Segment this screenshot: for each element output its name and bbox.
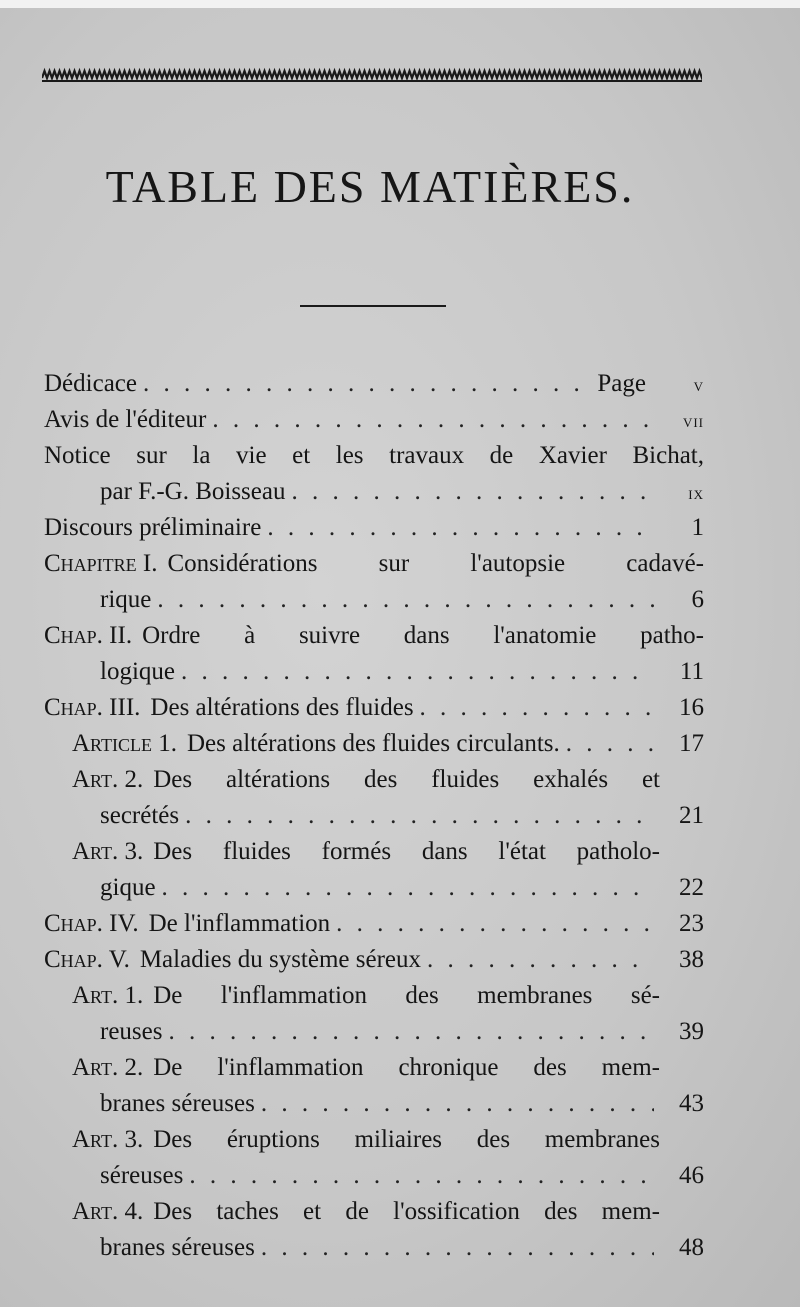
- toc-leader-dots: [566, 726, 654, 762]
- toc-entry-continuation: [44, 1086, 704, 1122]
- toc-page-number: ix: [688, 483, 704, 504]
- toc-entry: [44, 366, 704, 402]
- toc-leader-dots: [157, 582, 654, 618]
- toc-entry-text: De l'inflammation chronique des mem-: [153, 1054, 660, 1081]
- toc-leader-dots: [143, 366, 591, 402]
- toc-entry: [44, 726, 704, 762]
- toc-entry-text: secrétés: [100, 802, 180, 829]
- toc-entry-text: Maladies du système séreux: [139, 946, 422, 973]
- toc-page-number: 48: [679, 1234, 704, 1261]
- toc-leader-dots: [189, 1158, 654, 1194]
- toc-entry: [44, 978, 704, 1014]
- decorative-border: [42, 66, 702, 86]
- toc-leader-dots: [420, 690, 654, 726]
- page-top-edge: [0, 0, 800, 8]
- toc-entry-continuation: [44, 654, 704, 690]
- toc-entry-lead: Chap. III.: [44, 694, 141, 721]
- toc-page-number: 11: [679, 658, 704, 685]
- toc-entry-lead: Art. 3.: [72, 1126, 144, 1153]
- toc-entry-text: reuses: [100, 1018, 163, 1045]
- toc-entry-lead: Art. 4.: [72, 1198, 144, 1225]
- toc-entry-lead: Chap. IV.: [44, 910, 139, 937]
- page-title: TABLE DES MATIÈRES.: [105, 161, 635, 212]
- toc-entry-text: branes séreuses: [100, 1090, 255, 1117]
- title-rule: [300, 305, 446, 307]
- toc-entry-continuation: [44, 474, 704, 510]
- toc-leader-dots: [267, 510, 654, 546]
- toc-leader-dots: [291, 474, 654, 510]
- toc-entry-text: De l'inflammation: [148, 910, 331, 937]
- toc-entry-text: logique: [100, 658, 175, 685]
- toc-entry-text: De l'inflammation des membranes sé-: [153, 982, 660, 1009]
- toc-entry: [44, 906, 704, 942]
- toc-page-number: 21: [679, 802, 704, 829]
- toc-page-number: 17: [679, 730, 704, 757]
- toc-entry-text: Avis de l'éditeur: [44, 406, 207, 433]
- toc-entry-continuation: [44, 582, 704, 618]
- toc-entry-continuation: [44, 870, 704, 906]
- toc-leader-dots: [261, 1230, 654, 1266]
- toc-page-number: v: [693, 375, 704, 396]
- toc-leader-dots: [162, 870, 654, 906]
- toc-entry: [44, 834, 704, 870]
- toc-entry: [44, 690, 704, 726]
- toc-entry-text: Des taches et de l'ossification des mem-: [153, 1198, 660, 1225]
- toc-page-number: 43: [679, 1090, 704, 1117]
- toc-page-number: 23: [679, 910, 704, 937]
- toc-leader-dots: [181, 654, 654, 690]
- toc-leader-dots: [212, 402, 654, 438]
- toc-entry-text: par F.-G. Boisseau: [100, 478, 286, 505]
- toc-entry: [44, 942, 704, 978]
- toc-leader-dots: [427, 942, 654, 978]
- toc-entry-lead: Art. 2.: [72, 766, 144, 793]
- toc-entry-text: Ordre à suivre dans l'anatomie patho-: [142, 622, 704, 649]
- toc-entry: [44, 762, 704, 798]
- toc-page-number: vii: [682, 411, 704, 432]
- toc-entry-text: rique: [100, 586, 152, 613]
- toc-entry: [44, 618, 704, 654]
- toc-page-number: 39: [679, 1018, 704, 1045]
- toc-page-number: 46: [679, 1162, 704, 1189]
- toc-page-label: Page: [597, 370, 646, 397]
- toc-entry: [44, 438, 704, 474]
- toc-entry-text: Discours préliminaire: [44, 514, 262, 541]
- toc-entry-text: branes séreuses: [100, 1234, 255, 1261]
- toc-entry-text: Notice sur la vie et les travaux de Xavier Bichat,: [44, 442, 704, 469]
- toc-leader-dots: [168, 1014, 654, 1050]
- toc-entry-text: Des altérations des fluides: [150, 694, 414, 721]
- toc-entry: [44, 1194, 704, 1230]
- toc-entry-continuation: [44, 798, 704, 834]
- toc-entry-text: Des fluides formés dans l'état patholo-: [153, 838, 660, 865]
- toc-entry-text: Considérations sur l'autopsie cadavé-: [167, 550, 704, 577]
- toc-entry-continuation: [44, 1014, 704, 1050]
- toc-entry-continuation: [44, 1158, 704, 1194]
- toc-entry-lead: Chap. V.: [44, 946, 130, 973]
- toc-page-number: 16: [679, 694, 704, 721]
- toc-entry-lead: Art. 3.: [72, 838, 144, 865]
- toc-entry-lead: Art. 1.: [72, 982, 144, 1009]
- toc-entry: [44, 546, 704, 582]
- toc-entry: [44, 510, 704, 546]
- table-of-contents: [44, 366, 704, 1266]
- toc-leader-dots: [261, 1086, 654, 1122]
- toc-page-number: 1: [691, 514, 704, 541]
- toc-leader-dots: [185, 798, 654, 834]
- toc-entry-text: gique: [100, 874, 156, 901]
- toc-entry: [44, 1122, 704, 1158]
- toc-entry-text: séreuses: [100, 1162, 184, 1189]
- toc-entry-lead: Chapitre I.: [44, 550, 158, 577]
- toc-page-number: 6: [691, 586, 704, 613]
- toc-entry-lead: Article 1.: [72, 730, 177, 757]
- toc-leader-dots: [336, 906, 654, 942]
- toc-entry: [44, 1050, 704, 1086]
- toc-entry-continuation: [44, 1230, 704, 1266]
- toc-entry: [44, 402, 704, 438]
- toc-page-number: 38: [679, 946, 704, 973]
- toc-entry-text: Des altérations des fluides circulants.: [186, 730, 560, 757]
- toc-entry-lead: Art. 2.: [72, 1054, 144, 1081]
- toc-entry-text: Dédicace: [44, 370, 137, 397]
- toc-entry-text: Des altérations des fluides exhalés et: [153, 766, 660, 793]
- toc-entry-text: Des éruptions miliaires des membranes: [153, 1126, 660, 1153]
- toc-page-number: 22: [679, 874, 704, 901]
- toc-entry-lead: Chap. II.: [44, 622, 133, 649]
